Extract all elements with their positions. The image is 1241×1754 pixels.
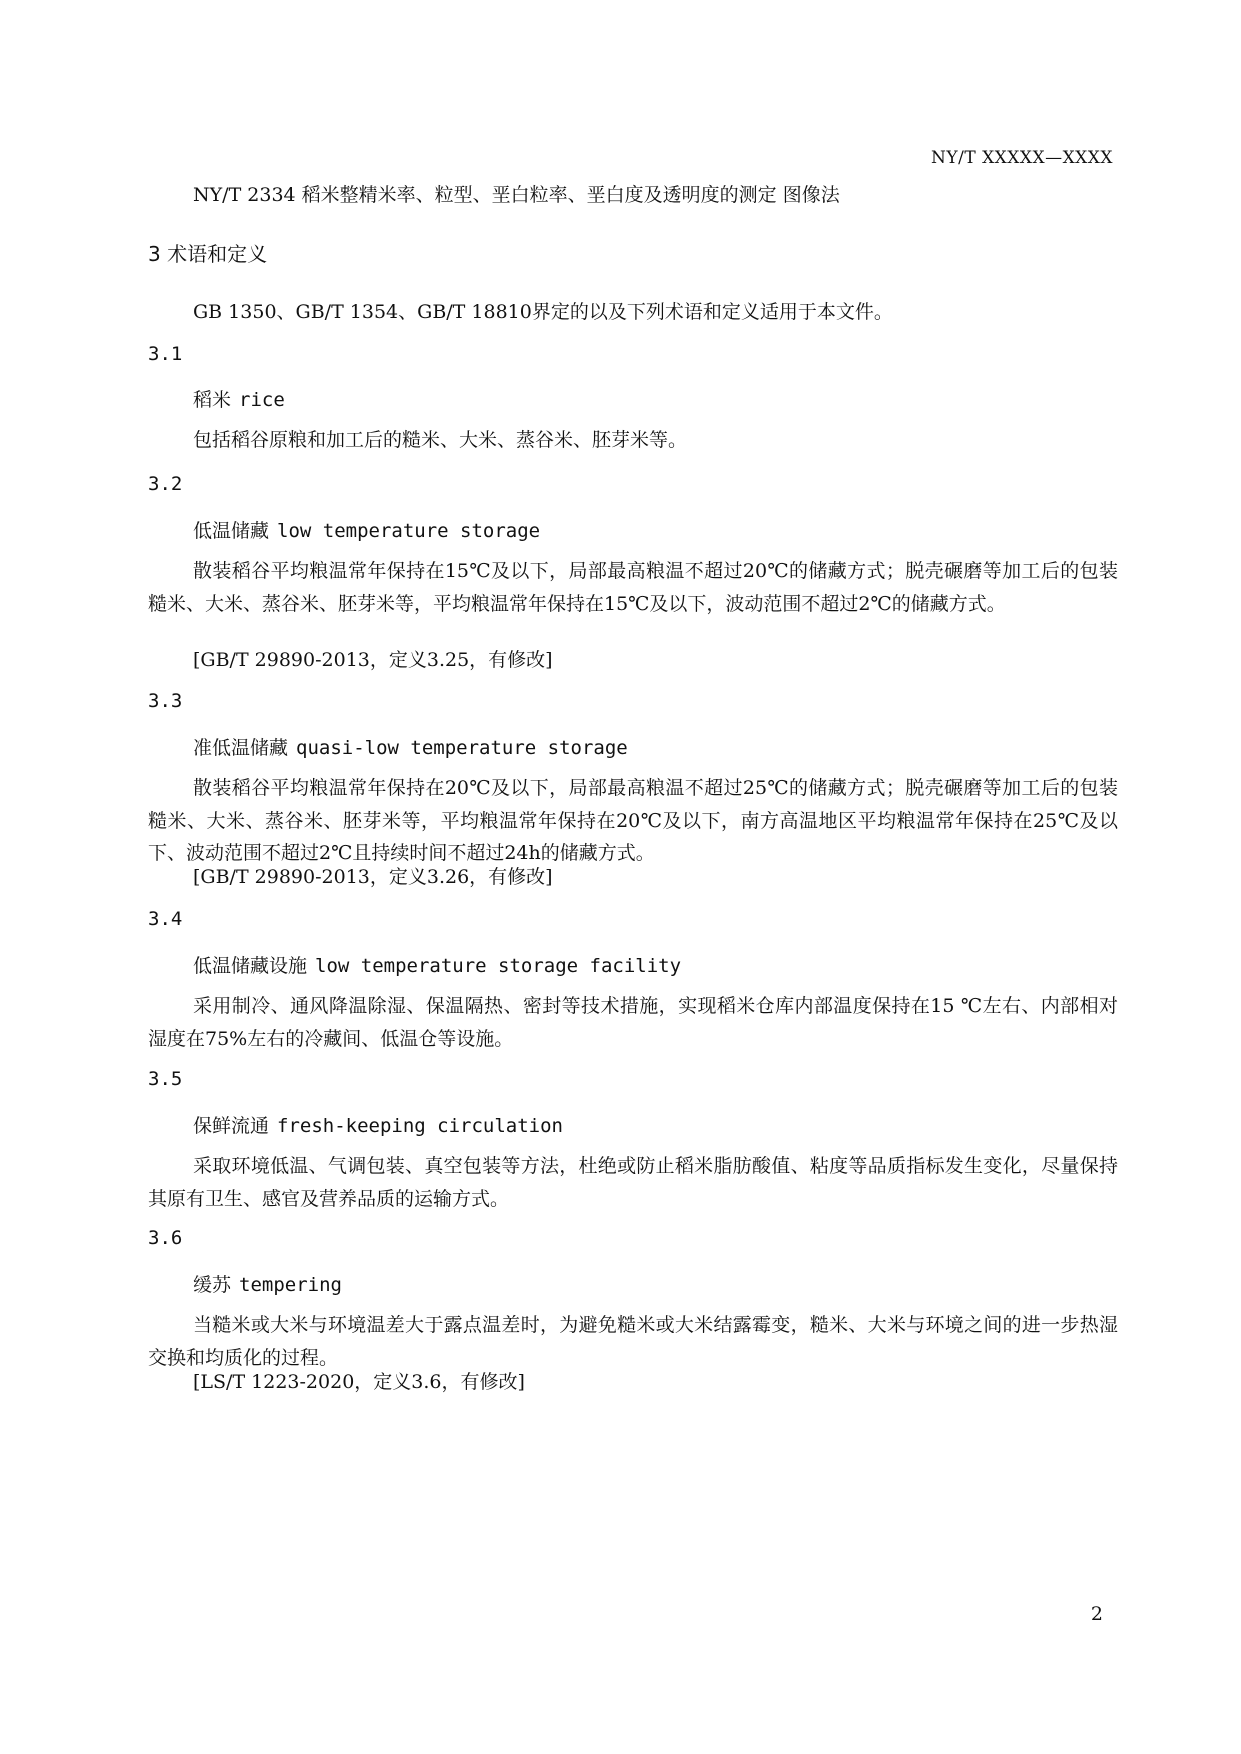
term-definition: 当糙米或大米与环境温差大于露点温差时，为避免糙米或大米结露霉变，糙米、大米与环境之间的进一步热湿交换和均质化的过程。: [148, 1314, 1118, 1369]
term-source: [GB/T 29890-2013，定义3.26，有修改]: [193, 866, 553, 888]
term-definition: 散装稻谷平均粮温常年保持在15℃及以下，局部最高粮温不超过20℃的储藏方式；脱壳碾磨等加工后的包装糙米、大米、蒸谷米、胚芽米等，平均粮温常年保持在15℃及以下，波动范围不超过2℃的储藏方式。: [148, 560, 1118, 615]
term-source: [GB/T 29890-2013，定义3.25，有修改]: [193, 649, 553, 671]
term-title: [193, 1270, 342, 1297]
section-heading: 3 术语和定义: [148, 242, 268, 266]
term-number: 3.4: [148, 908, 183, 930]
term-source: [LS/T 1223-2020，定义3.6，有修改]: [193, 1371, 525, 1393]
term-english: low temperature storage facility: [315, 955, 682, 977]
term-english: fresh-keeping circulation: [277, 1115, 563, 1137]
term-chinese: 保鲜流通: [193, 1115, 270, 1137]
term-chinese: 准低温储藏: [193, 737, 289, 759]
term-english: rice: [239, 389, 285, 411]
term-number: 3.5: [148, 1068, 183, 1090]
term-title: [193, 951, 681, 978]
term-english: quasi-low temperature storage: [296, 737, 628, 759]
term-chinese: 低温储藏: [193, 520, 270, 542]
normative-reference: NY/T 2334 稻米整精米率、粒型、垩白粒率、垩白度及透明度的测定 图像法: [193, 184, 840, 206]
term-definition: 采用制冷、通风降温除湿、保温隔热、密封等技术措施，实现稻米仓库内部温度保持在15 ℃左右、内部相对湿度在75%左右的冷藏间、低温仓等设施。: [148, 995, 1118, 1050]
section-intro: GB 1350、GB/T 1354、GB/T 18810界定的以及下列术语和定义适用于本文件。: [193, 301, 893, 323]
term-title: [193, 733, 628, 760]
term-definition: 散装稻谷平均粮温常年保持在20℃及以下，局部最高粮温不超过25℃的储藏方式；脱壳碾磨等加工后的包装糙米、大米、蒸谷米、胚芽米等，平均粮温常年保持在20℃及以下，南方高温地区平均粮温常年保持在25℃及以下、波动范围不超过2℃且持续时间不超过24h的储藏方式。: [148, 777, 1118, 864]
term-chinese: 缓苏: [193, 1274, 232, 1296]
term-definition: 包括稻谷原粮和加工后的糙米、大米、蒸谷米、胚芽米等。: [193, 429, 688, 451]
term-definition: 采取环境低温、气调包装、真空包装等方法，杜绝或防止稻米脂肪酸值、粘度等品质指标发生变化，尽量保持其原有卫生、感官及营养品质的运输方式。: [148, 1155, 1118, 1210]
term-chinese: 低温储藏设施: [193, 955, 308, 977]
term-number: 3.3: [148, 690, 183, 712]
term-title: [193, 516, 540, 543]
term-english: tempering: [239, 1274, 342, 1296]
term-number: 3.6: [148, 1227, 183, 1249]
page-number: 2: [1090, 1603, 1103, 1625]
term-chinese: 稻米: [193, 389, 232, 411]
term-title: [193, 1111, 563, 1138]
document-code-header: NY/T XXXXX—XXXX: [931, 148, 1113, 168]
term-english: low temperature storage: [277, 520, 541, 542]
term-number: 3.1: [148, 343, 183, 365]
term-number: 3.2: [148, 473, 183, 495]
term-title: [193, 385, 285, 412]
